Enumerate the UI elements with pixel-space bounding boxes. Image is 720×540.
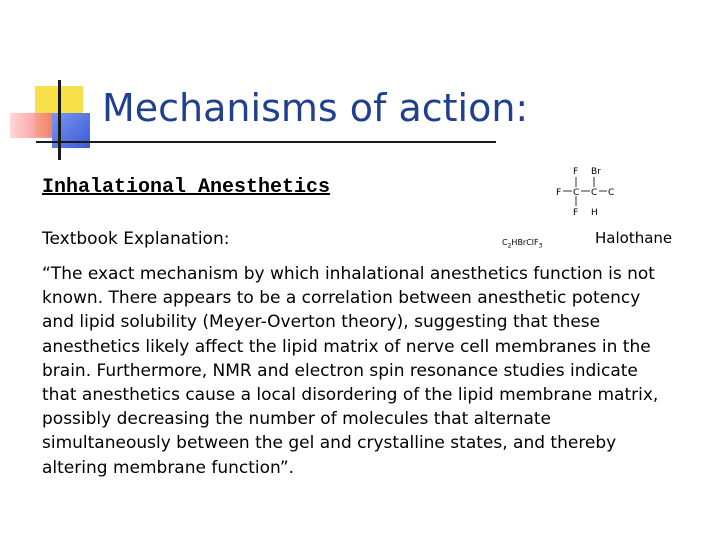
atom-top-right: Br (591, 167, 601, 177)
section-heading: Inhalational Anesthetics (42, 176, 331, 199)
atom-center-right: C (591, 188, 598, 198)
slide-title: Mechanisms of action: (102, 86, 529, 130)
halothane-formula: $C_2HBrClF_3$ (502, 238, 543, 250)
halothane-structure-diagram (550, 163, 630, 219)
lead-label: Textbook Explanation: (42, 229, 230, 249)
atom-right: C (608, 188, 615, 198)
atom-top-left: F (573, 167, 579, 177)
atom-center-left: C (573, 188, 580, 198)
title-underline (36, 141, 496, 143)
atom-left: F (556, 188, 562, 198)
molecule-name: Halothane (595, 229, 673, 247)
explanation-quote: “The exact mechanism by which inhalational anesthetics function is not known. There appears to be a correlation between anesthetic potency and lipid solubility (Meyer-Overton theory), suggesting that these anesthetics likely affect the lipid matrix of nerve cell membranes in the brain. Furthermore, NMR and electron spin resonance studies indicate that anesthetics cause a local disordering of the lipid membrane matrix, possibly decreasing the number of molecules that alternate simultaneously between the gel and crystalline states, and thereby altering membrane function”. (42, 264, 659, 478)
atom-bottom-right: H (591, 208, 598, 218)
decor-red-square (10, 113, 55, 138)
atom-bottom-left: F (573, 208, 579, 218)
decor-vertical-line (58, 80, 61, 160)
